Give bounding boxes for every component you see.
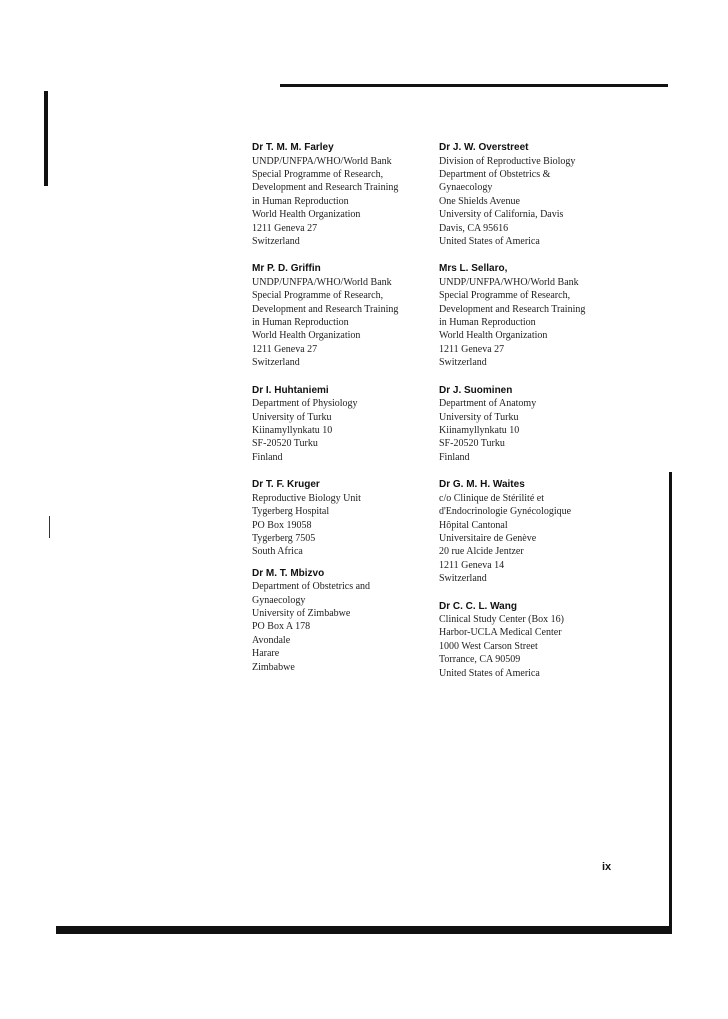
contributor-entry bbox=[252, 262, 432, 369]
top-rule bbox=[280, 84, 668, 87]
left-margin-mark bbox=[44, 91, 48, 186]
address-line: World Health Organization bbox=[252, 209, 361, 221]
address-line: Development and Research Training bbox=[439, 303, 586, 315]
address-line: SF-20520 Turku bbox=[252, 438, 318, 450]
address-line: in Human Reproduction bbox=[439, 317, 536, 329]
address-line: c/o Clinique de Stérilité et bbox=[439, 492, 544, 504]
address-line: Avondale bbox=[252, 634, 291, 646]
contributor-name: Mr P. D. Griffin bbox=[252, 263, 321, 275]
address-line: 1211 Geneva 14 bbox=[439, 559, 505, 571]
address-line: Department of Obstetrics and bbox=[252, 581, 371, 593]
address-line: UNDP/UNFPA/WHO/World Bank bbox=[252, 276, 392, 288]
address-line: Reproductive Biology Unit bbox=[252, 492, 361, 504]
address-line: University of Zimbabwe bbox=[252, 608, 351, 620]
address-line: d'Endocrinologie Gynécologique bbox=[439, 506, 572, 518]
contributor-name: Dr J. W. Overstreet bbox=[439, 142, 529, 153]
page-number: ix bbox=[602, 861, 612, 873]
address-line: University of Turku bbox=[252, 411, 332, 423]
address-line: Tygerberg 7505 bbox=[252, 532, 316, 544]
contributor-entry bbox=[252, 141, 432, 248]
address-line: Finland bbox=[252, 451, 283, 463]
address-line: Clinical Study Center (Box 16) bbox=[439, 614, 564, 626]
address-line: 1000 West Carson Street bbox=[439, 640, 538, 652]
address-line: in Human Reproduction bbox=[252, 195, 349, 207]
address-line: Harare bbox=[252, 648, 280, 660]
address-line: Davis, CA 95616 bbox=[439, 222, 509, 234]
contributor-name: Dr T. F. Kruger bbox=[252, 479, 320, 491]
address-line: Switzerland bbox=[439, 573, 487, 585]
contributor-name: Dr T. M. M. Farley bbox=[252, 142, 334, 153]
right-page-edge bbox=[669, 472, 672, 928]
address-line: Development and Research Training bbox=[252, 303, 399, 315]
address-line: UNDP/UNFPA/WHO/World Bank bbox=[252, 155, 392, 167]
contributor-entry bbox=[439, 141, 619, 248]
address-line: Finland bbox=[439, 451, 470, 463]
address-line: Division of Reproductive Biology bbox=[439, 155, 576, 167]
address-line: Hôpital Cantonal bbox=[439, 519, 508, 531]
address-line: Special Programme of Research, bbox=[252, 168, 384, 180]
address-line: Kiinamyllynkatu 10 bbox=[439, 425, 520, 436]
address-line: 20 rue Alcide Jentzer bbox=[439, 546, 524, 558]
address-line: University of Turku bbox=[439, 411, 519, 423]
address-line: Department of Obstetrics & bbox=[439, 168, 551, 180]
address-line: Gynaecology bbox=[439, 182, 493, 194]
address-line: 1211 Geneva 27 bbox=[439, 343, 505, 355]
contributor-name: Dr G. M. H. Waites bbox=[439, 479, 525, 491]
address-line: 1211 Geneva 27 bbox=[252, 343, 318, 355]
address-line: PO Box 19058 bbox=[252, 519, 312, 531]
address-line: University of California, Davis bbox=[439, 209, 564, 221]
address-line: Gynaecology bbox=[252, 594, 306, 606]
contributor-entry bbox=[439, 384, 619, 465]
left-margin-tick bbox=[49, 516, 50, 538]
address-line: SF-20520 Turku bbox=[439, 438, 505, 450]
address-line: PO Box A 178 bbox=[252, 621, 311, 633]
address-line: Zimbabwe bbox=[252, 661, 295, 673]
address-line: in Human Reproduction bbox=[252, 317, 349, 329]
contributor-entry bbox=[252, 567, 432, 674]
address-line: Kiinamyllynkatu 10 bbox=[252, 425, 333, 436]
contributor-name: Dr I. Huhtaniemi bbox=[252, 384, 329, 396]
left-column bbox=[252, 141, 432, 688]
contributor-name: Dr J. Suominen bbox=[439, 384, 513, 396]
address-line: Development and Research Training bbox=[252, 182, 399, 194]
address-line: United States of America bbox=[439, 235, 540, 247]
address-line: Switzerland bbox=[439, 357, 487, 369]
address-line: Tygerberg Hospital bbox=[252, 506, 330, 518]
contributor-entry bbox=[252, 478, 432, 559]
address-line: Department of Physiology bbox=[252, 398, 358, 410]
contributor-entry bbox=[252, 384, 432, 465]
address-line: UNDP/UNFPA/WHO/World Bank bbox=[439, 276, 579, 288]
address-line: World Health Organization bbox=[252, 330, 361, 342]
right-column bbox=[439, 141, 619, 694]
address-line: United States of America bbox=[439, 667, 540, 679]
address-line: 1211 Geneva 27 bbox=[252, 222, 318, 234]
address-line: Special Programme of Research, bbox=[439, 290, 571, 302]
contributor-entry bbox=[439, 262, 619, 369]
contributor-entry bbox=[439, 478, 619, 585]
address-line: World Health Organization bbox=[439, 330, 548, 342]
address-line: Torrance, CA 90509 bbox=[439, 654, 521, 666]
contributor-name: Mrs L. Sellaro, bbox=[439, 263, 508, 275]
address-line: Department of Anatomy bbox=[439, 398, 537, 410]
address-line: South Africa bbox=[252, 546, 303, 558]
contributor-name: Dr C. C. L. Wang bbox=[439, 600, 517, 612]
address-line: Universitaire de Genève bbox=[439, 532, 537, 544]
address-line: Switzerland bbox=[252, 235, 300, 247]
address-line: Switzerland bbox=[252, 357, 300, 369]
address-line: One Shields Avenue bbox=[439, 195, 520, 207]
address-line: Harbor-UCLA Medical Center bbox=[439, 627, 562, 639]
contributor-entry bbox=[439, 600, 619, 681]
address-line: Special Programme of Research, bbox=[252, 290, 384, 302]
contributor-name: Dr M. T. Mbizvo bbox=[252, 567, 325, 579]
bottom-page-edge bbox=[56, 926, 672, 934]
